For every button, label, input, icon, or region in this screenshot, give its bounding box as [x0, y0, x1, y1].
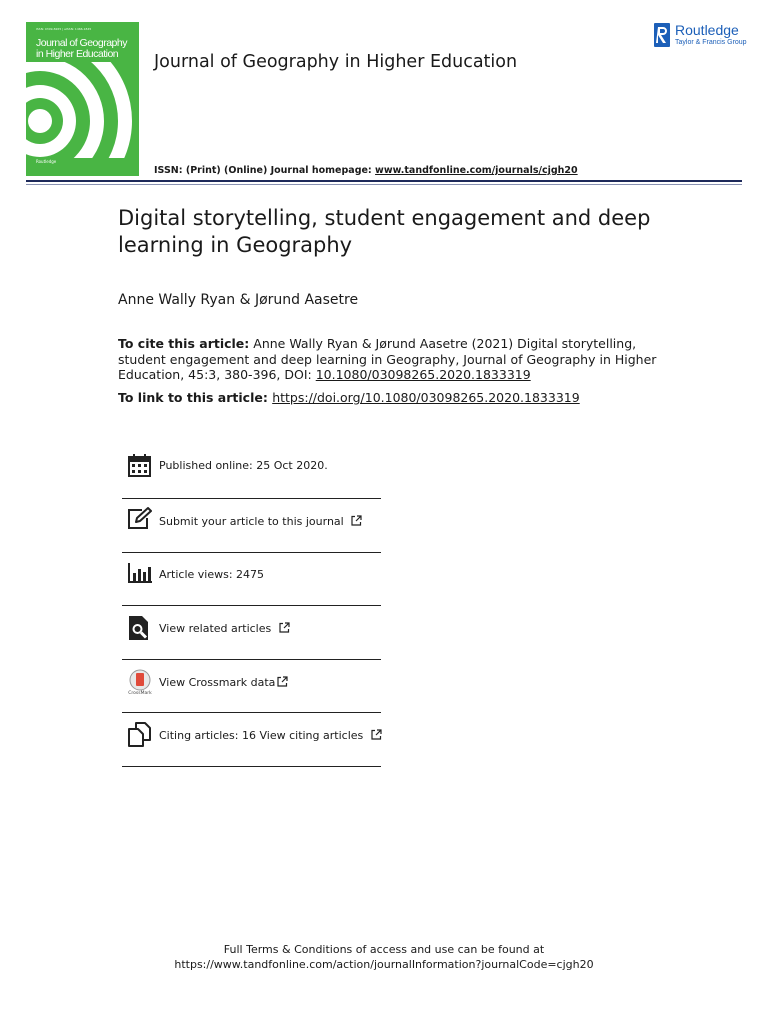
terms-url[interactable]: https://www.tandfonline.com/action/journalInformation?journalCode=cjgh20 [174, 958, 594, 971]
citing-row[interactable] [122, 713, 381, 767]
publisher-subtitle: Taylor & Francis Group [675, 39, 747, 46]
citing-icon [127, 721, 153, 747]
cover-rings-graphic [26, 22, 139, 176]
journal-cover[interactable] [26, 22, 139, 176]
cover-title: Journal of Geography in Higher Education [36, 37, 127, 60]
article-title: Digital storytelling, student engagement and deep learning in Geography [118, 206, 651, 257]
cover-issn: ISSN: 0309-8265 | eISSN: 1466-1845 [36, 27, 92, 31]
link-label: To link to this article: [118, 390, 273, 405]
related-row[interactable] [122, 606, 381, 660]
cover-publisher: Routledge [36, 159, 57, 164]
citing-articles-link[interactable] [159, 729, 382, 742]
article-link-line [118, 390, 580, 405]
terms-text: Full Terms & Conditions of access and use can be found at [223, 943, 545, 956]
submit-article-link[interactable] [159, 515, 362, 528]
cite-text: Anne Wally Ryan & Jørund Aasetre (2021) Digital storytelling, student engagement and deep learning in Geography, Journal of Geography in Higher Education, 45:3, 380-396, DOI: [118, 336, 657, 382]
header-rule [26, 180, 742, 182]
external-link-icon [371, 729, 382, 740]
bar-chart-icon [127, 560, 153, 586]
article-doi-url[interactable]: https://doi.org/10.1080/03098265.2020.1833319 [272, 390, 580, 405]
issn-label: ISSN: (Print) (Online) Journal homepage: [154, 165, 376, 176]
citation [118, 336, 678, 383]
cite-label: To cite this article: [118, 336, 250, 351]
crossmark-icon [127, 669, 153, 695]
issn-line [154, 165, 578, 176]
article-authors: Anne Wally Ryan & Jørund Aasetre [118, 292, 359, 308]
related-label: View related articles [159, 622, 272, 635]
search-document-icon [127, 615, 153, 641]
edit-icon [127, 506, 153, 532]
crossmark-row[interactable] [122, 660, 381, 714]
article-meta-list [122, 440, 381, 767]
submit-row[interactable] [122, 499, 381, 553]
journal-title[interactable]: Journal of Geography in Higher Education [154, 52, 518, 72]
publisher-name: Routledge [675, 22, 739, 38]
doi-link[interactable]: 10.1080/03098265.2020.1833319 [315, 367, 531, 382]
terms-footer [0, 942, 768, 972]
routledge-logo[interactable] [653, 22, 748, 50]
submit-label: Submit your article to this journal [159, 515, 344, 528]
crossmark-label: View Crossmark data [159, 675, 276, 689]
external-link-icon [351, 515, 362, 526]
calendar-icon [127, 453, 153, 479]
article-views: Article views: 2475 [159, 567, 265, 581]
published-row [122, 440, 381, 499]
routledge-logo-icon [653, 22, 671, 48]
header-rule-thin [26, 184, 742, 185]
views-row [122, 553, 381, 607]
crossmark-link[interactable] [159, 676, 288, 689]
published-date: Published online: 25 Oct 2020. [159, 459, 328, 472]
crossmark-logo-text: CrossMark [128, 690, 152, 695]
citing-label: Citing articles: 16 View citing articles [159, 729, 364, 742]
external-link-icon [279, 622, 290, 633]
external-link-icon [277, 676, 288, 687]
related-articles-link[interactable] [159, 622, 290, 635]
journal-homepage-link[interactable]: www.tandfonline.com/journals/cjgh20 [375, 165, 578, 176]
